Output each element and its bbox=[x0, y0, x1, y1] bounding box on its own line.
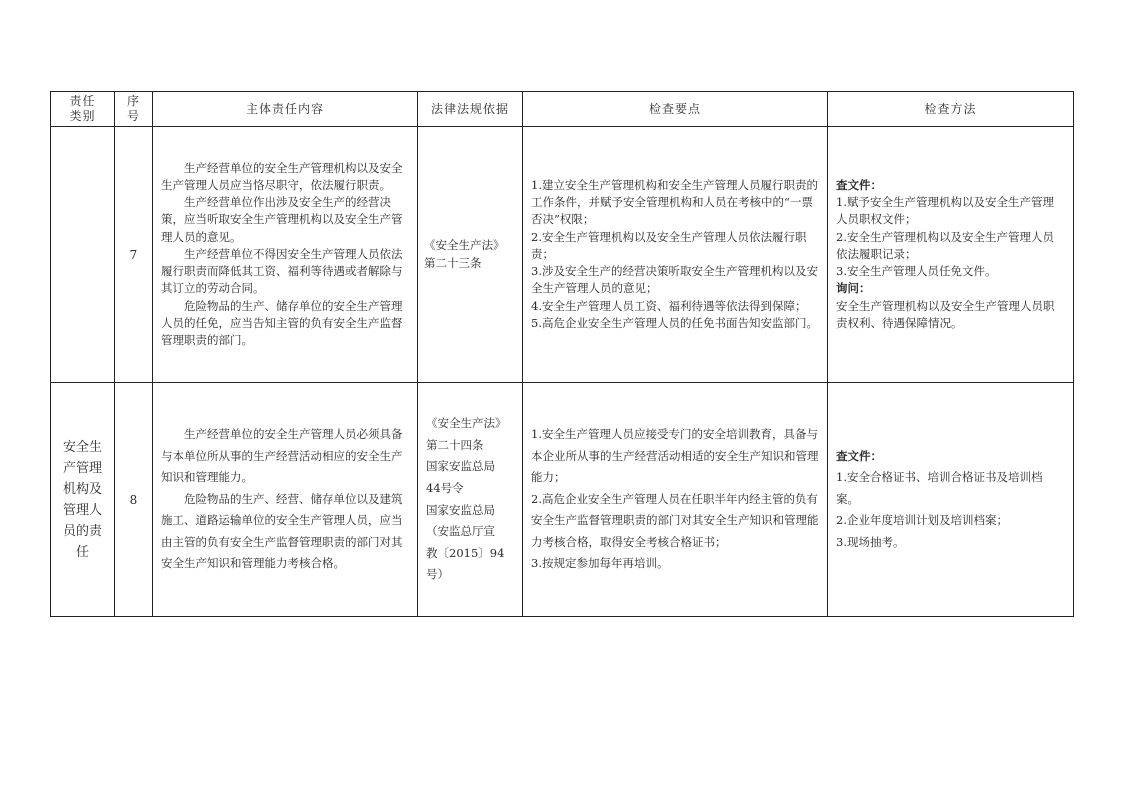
method-cell bbox=[828, 127, 1074, 383]
method-item: 1.安全合格证书、培训合格证书及培训档案。 bbox=[836, 470, 1043, 506]
check-docs-label: 查文件： bbox=[836, 448, 882, 463]
point-item: 3.涉及安全生产的经营决策听取安全生产管理机构以及安全生产管理人员的意见； bbox=[531, 264, 818, 296]
law-line: 第二十四条 bbox=[426, 437, 484, 452]
category-line: 任 bbox=[75, 544, 89, 560]
header-category bbox=[51, 92, 115, 127]
content-paragraph: 生产经营单位作出涉及安全生产的经营决策，应当听取安全生产管理机构以及安全生产管理人员的意见。 bbox=[161, 195, 403, 244]
header-law: 法律法规依据 bbox=[418, 92, 523, 127]
point-item: 2.安全生产管理机构以及安全生产管理人员依法履行职责； bbox=[531, 229, 807, 261]
content-cell bbox=[153, 127, 418, 383]
header-category-line2: 类别 bbox=[69, 109, 96, 123]
points-cell bbox=[523, 383, 828, 617]
law-line: 44号令 bbox=[426, 480, 464, 495]
law-line: 国家安监总局 bbox=[426, 502, 495, 517]
law-line: 第二十三条 bbox=[424, 255, 482, 270]
law-line: （安监总厅宣 bbox=[426, 524, 495, 539]
category-cell bbox=[51, 383, 115, 617]
point-item: 5.高危企业安全生产管理人员的任免书面告知安监部门。 bbox=[531, 315, 818, 330]
content-paragraph: 生产经营单位的安全生产管理人员必须具备与本单位所从事的生产经营活动相应的安全生产知识和管理能力。 bbox=[161, 426, 403, 485]
law-line: 教〔2015〕94 bbox=[426, 545, 505, 560]
seq-cell: 7 bbox=[115, 127, 153, 383]
content-paragraph: 生产经营单位不得因安全生产管理人员依法履行职责而降低其工资、福利等待遇或者解除与其订立的劳动合同。 bbox=[161, 246, 403, 296]
law-line: 《安全生产法》 bbox=[424, 238, 505, 253]
category-line: 产管理 bbox=[62, 460, 102, 476]
category-line: 员的责 bbox=[62, 523, 102, 539]
category-line: 机构及 bbox=[62, 481, 102, 497]
point-item: 3.按规定参加每年再培训。 bbox=[531, 556, 669, 571]
category-line: 安全生 bbox=[62, 439, 102, 455]
points-cell bbox=[523, 127, 828, 383]
point-item: 1.建立安全生产管理机构和安全生产管理人员履行职责的工作条件，并赋予安全管理机构和人员在考核中的“一票否决”权限； bbox=[531, 178, 818, 227]
seq-cell: 8 bbox=[115, 383, 153, 617]
law-cell bbox=[418, 383, 523, 617]
point-item: 4.安全生产管理人员工资、福利待遇等依法得到保障； bbox=[531, 298, 807, 313]
method-item: 1.赋予安全生产管理机构以及安全生产管理人员职权文件； bbox=[836, 195, 1054, 227]
responsibility-table bbox=[50, 91, 1074, 617]
content-cell bbox=[153, 383, 418, 617]
method-item: 2.安全生产管理机构以及安全生产管理人员依法履职记录； bbox=[836, 229, 1054, 261]
category-cell-row7 bbox=[51, 127, 115, 383]
point-item: 1.安全生产管理人员应接受专门的安全培训教育，具备与本企业所从事的生产经营活动相适的安全生产知识和管理能力； bbox=[531, 426, 819, 485]
point-item: 2.高危企业安全生产管理人员在任职半年内经主管的负有安全生产监督管理职责的部门对其安全生产知识和管理能力考核合格，取得安全考核合格证书； bbox=[531, 491, 819, 549]
table-row bbox=[51, 127, 1074, 383]
header-method: 检查方法 bbox=[828, 92, 1074, 127]
law-line: 国家安监总局 bbox=[426, 459, 495, 474]
table-row bbox=[51, 383, 1074, 617]
method-cell bbox=[828, 383, 1074, 617]
header-seq-line2: 号 bbox=[126, 109, 140, 123]
table-header-row bbox=[51, 92, 1074, 127]
content-paragraph: 危险物品的生产、储存单位的安全生产管理人员的任免，应当告知主管的负有安全生产监督管理职责的部门。 bbox=[161, 298, 403, 347]
method-item: 2.企业年度培训计划及培训档案； bbox=[836, 513, 1008, 528]
law-line: 《安全生产法》 bbox=[426, 416, 507, 431]
inquiry-text: 安全生产管理机构以及安全生产管理人员职责权利、待遇保障情况。 bbox=[836, 298, 1055, 330]
header-category-line1: 责任 bbox=[69, 94, 96, 108]
category-line: 管理人 bbox=[62, 502, 102, 518]
header-seq bbox=[115, 92, 153, 127]
law-cell bbox=[418, 127, 523, 383]
header-seq-line1: 序 bbox=[126, 94, 140, 108]
content-paragraph: 生产经营单位的安全生产管理机构以及安全生产管理人员应当恪尽职守，依法履行职责。 bbox=[161, 160, 403, 193]
header-content: 主体责任内容 bbox=[153, 92, 418, 127]
method-item: 3.安全生产管理人员任免文件。 bbox=[836, 264, 997, 279]
method-item: 3.现场抽考。 bbox=[836, 534, 905, 549]
inquiry-label: 询问： bbox=[836, 281, 871, 296]
header-points: 检查要点 bbox=[523, 92, 828, 127]
content-paragraph: 危险物品的生产、经营、储存单位以及建筑施工、道路运输单位的安全生产管理人员，应当由主管的负有安全生产监督管理职责的部门对其安全生产知识和管理能力考核合格。 bbox=[161, 491, 403, 571]
check-docs-label: 查文件： bbox=[836, 178, 882, 193]
law-line: 号） bbox=[426, 567, 449, 582]
